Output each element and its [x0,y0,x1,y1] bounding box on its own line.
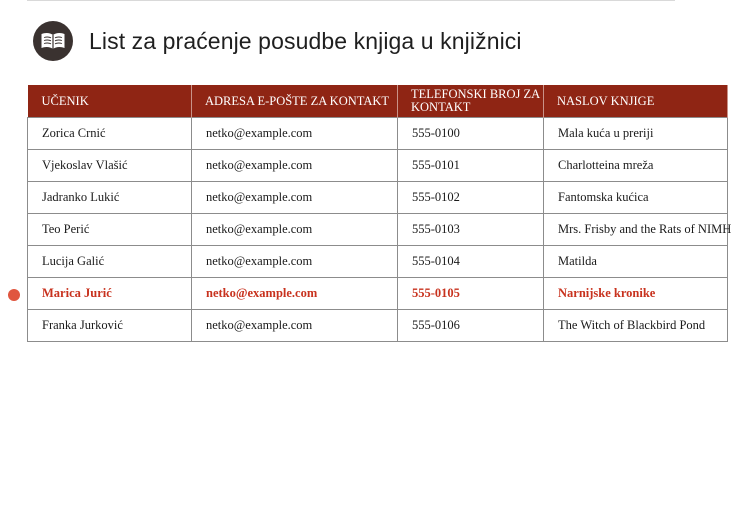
page-header [33,21,522,61]
table-header-row [28,85,728,118]
cell-student[interactable]: Vjekoslav Vlašić [28,150,192,182]
cell-email[interactable]: netko@example.com [192,182,398,214]
table-row[interactable] [28,246,728,278]
cell-email[interactable]: netko@example.com [192,214,398,246]
column-header-book-title[interactable]: NASLOV KNJIGE [544,85,728,118]
table-row[interactable] [28,310,728,342]
column-header-student[interactable]: UČENIK [28,85,192,118]
cell-student[interactable]: Jadranko Lukić [28,182,192,214]
cell-student[interactable]: Marica Jurić [28,278,192,310]
cell-student[interactable]: Lucija Galić [28,246,192,278]
cell-phone[interactable]: 555-0101 [398,150,544,182]
column-header-email[interactable]: ADRESA E-POŠTE ZA KONTAKT [192,85,398,118]
table-row[interactable] [28,118,728,150]
loan-tracking-table [27,85,731,342]
cell-student[interactable]: Teo Perić [28,214,192,246]
cell-email[interactable]: netko@example.com [192,310,398,342]
cell-book-title[interactable]: Fantomska kućica [544,182,728,214]
cell-phone[interactable]: 555-0100 [398,118,544,150]
cell-email[interactable]: netko@example.com [192,118,398,150]
cell-phone[interactable]: 555-0105 [398,278,544,310]
cell-email[interactable]: netko@example.com [192,150,398,182]
table-row[interactable] [28,214,728,246]
table-row[interactable] [28,182,728,214]
cell-book-title[interactable]: Mala kuća u preriji [544,118,728,150]
table-row-highlighted[interactable] [28,278,728,310]
cell-student[interactable]: Zorica Crnić [28,118,192,150]
cell-student[interactable]: Franka Jurković [28,310,192,342]
column-header-phone[interactable]: TELEFONSKI BROJ ZA KONTAKT [398,85,544,118]
cell-email[interactable]: netko@example.com [192,278,398,310]
row-marker-dot [8,289,20,301]
cell-book-title[interactable]: Mrs. Frisby and the Rats of NIMH [544,214,728,246]
cell-phone[interactable]: 555-0104 [398,246,544,278]
cell-phone[interactable]: 555-0103 [398,214,544,246]
top-divider [27,0,675,1]
page-title: List za praćenje posudbe knjiga u knjižnici [89,27,522,54]
open-book-icon [33,21,73,61]
cell-book-title[interactable]: Narnijske kronike [544,278,728,310]
cell-phone[interactable]: 555-0102 [398,182,544,214]
loan-table-container [27,85,731,342]
table-row[interactable] [28,150,728,182]
cell-phone[interactable]: 555-0106 [398,310,544,342]
cell-book-title[interactable]: The Witch of Blackbird Pond [544,310,728,342]
cell-email[interactable]: netko@example.com [192,246,398,278]
cell-book-title[interactable]: Charlotteina mreža [544,150,728,182]
cell-book-title[interactable]: Matilda [544,246,728,278]
